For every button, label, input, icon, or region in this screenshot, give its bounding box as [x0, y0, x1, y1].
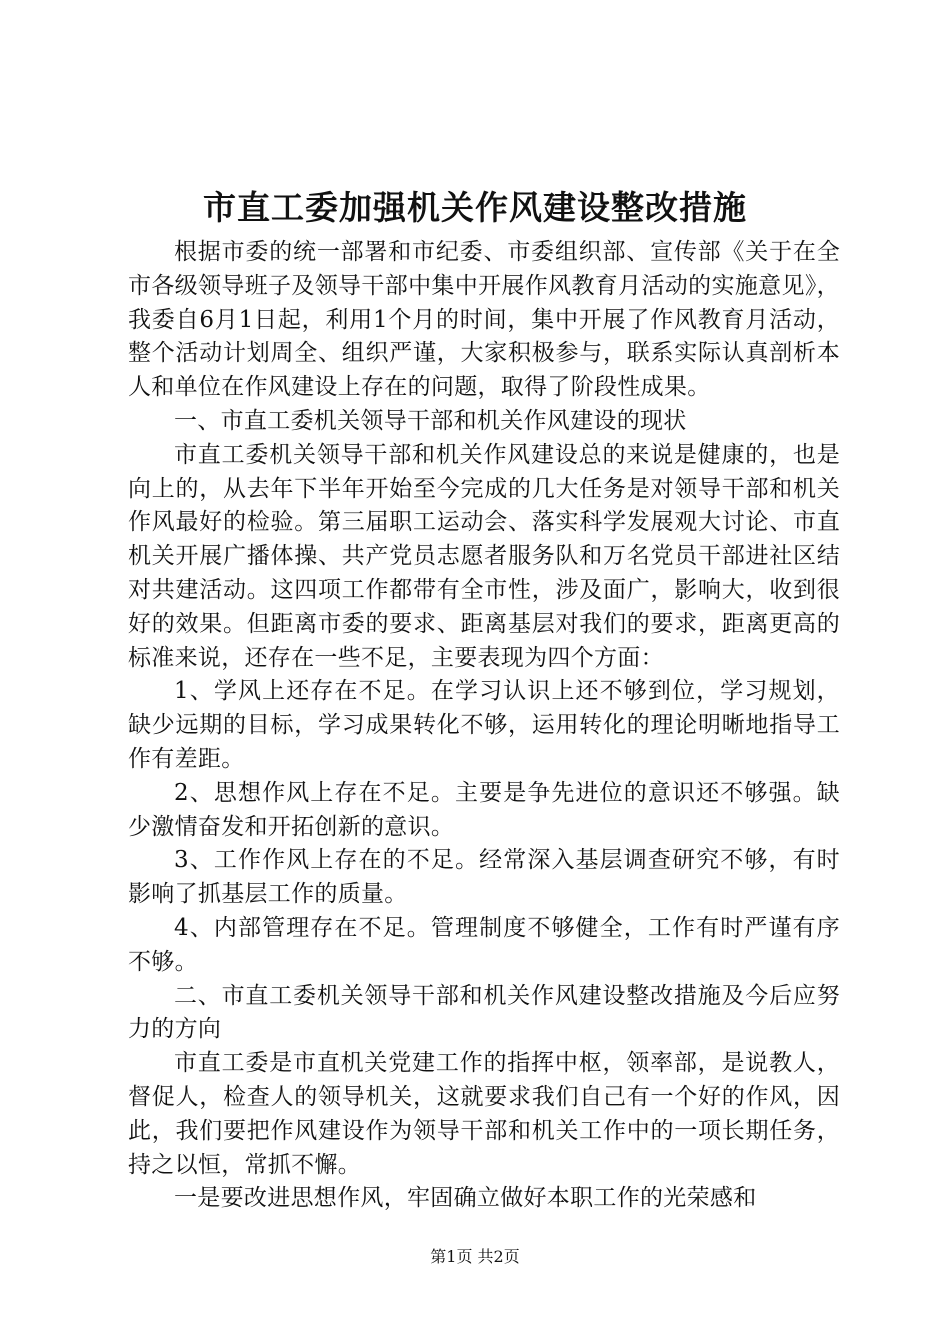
paragraph-intro: 根据市委的统一部署和市纪委、市委组织部、宣传部《关于在全市各级领导班子及领导干部中集中开展作风教育月活动的实施意见》，我委自6月1日起，利用1个月的时间，集中开展了作风教育月活动，整个活动计划周全、组织严谨，大家积极参与，联系实际认真剖析本人和单位在作风建设上存在的问题，取得了阶段性成果。 — [128, 239, 840, 401]
list-item-internal-management: 4、内部管理存在不足。管理制度不够健全，工作有时严谨有序不够。 — [128, 914, 840, 975]
document-title: 市直工委加强机关作风建设整改措施 — [203, 188, 747, 227]
page-number: 第1页 共2页 — [430, 1247, 520, 1266]
paragraph-first-measure: 一是要改进思想作风，牢固确立做好本职工作的光荣感和 — [174, 1185, 757, 1212]
document-body — [128, 236, 840, 1216]
paragraph-status: 市直工委机关领导干部和机关作风建设总的来说是健康的，也是向上的，从去年下半年开始至今完成的几大任务是对领导干部和机关作风最好的检验。第三届职工运动会、落实科学发展观大讨论、市直机关开展广播体操、共产党员志愿者服务队和万名党员干部进社区结对共建活动。这四项工作都带有全市性，涉及面广，影响大，收到很好的效果。但距离市委的要求、距离基层对我们的要求，距离更高的标准来说，还存在一些不足，主要表现为四个方面： — [128, 441, 840, 671]
list-item-thinking-style: 2、思想作风上存在不足。主要是争先进位的意识还不够强。缺少激情奋发和开拓创新的意识。 — [128, 779, 840, 840]
list-item-work-style: 3、工作作风上存在的不足。经常深入基层调查研究不够，有时影响了抓基层工作的质量。 — [128, 847, 840, 908]
paragraph-measures: 市直工委是市直机关党建工作的指挥中枢，领率部，是说教人，督促人，检查人的领导机关，这就要求我们自己有一个好的作风，因此，我们要把作风建设作为领导干部和机关工作中的一项长期任务，持之以恒，常抓不懈。 — [128, 1050, 840, 1178]
section-heading-measures: 二、市直工委机关领导干部和机关作风建设整改措施及今后应努力的方向 — [128, 982, 840, 1043]
section-heading-status: 一、市直工委机关领导干部和机关作风建设的现状 — [174, 407, 687, 434]
list-item-study-style: 1、学风上还存在不足。在学习认识上还不够到位，学习规划，缺少远期的目标，学习成果转化不够，运用转化的理论明晰地指导工作有差距。 — [128, 678, 840, 772]
